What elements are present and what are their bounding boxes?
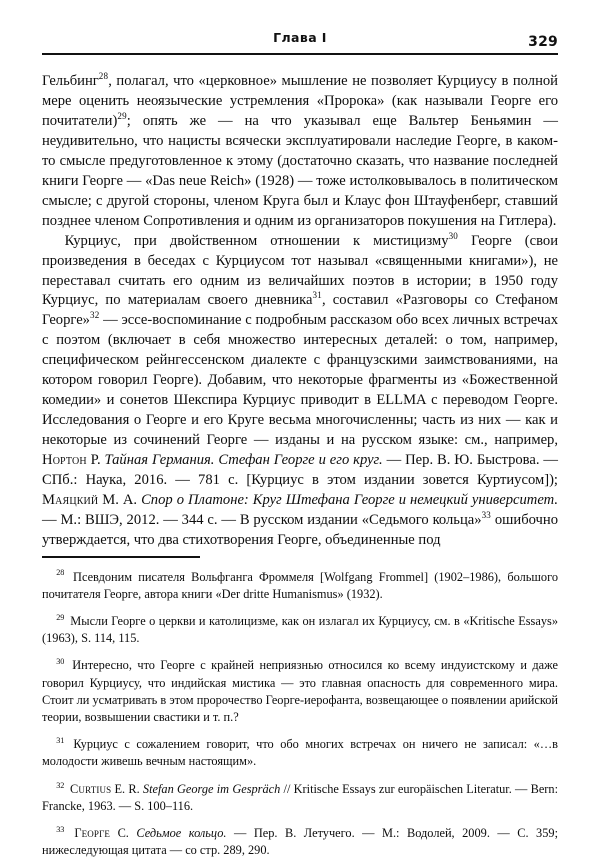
text-run: Курциус, при двойственном отношении к мистицизму xyxy=(64,232,449,249)
body-text xyxy=(42,72,558,551)
text-run: ошибочно утверждается, что два стихотворения Георге, объединенные под xyxy=(42,511,558,548)
italic-title: Тайная Германия. Стефан Георге и его круг. xyxy=(104,452,383,469)
text-run: Курциус с сожалением говорит, что обо многих встречах он ничего не записал: «…в молодости живешь вечным настоящим». xyxy=(42,737,559,769)
chapter-title: Глава I xyxy=(273,30,327,45)
text-run: // Kritische Essays zur europäischen Literatur. — Bern: Francke, 1963. — S. 100–116. xyxy=(42,781,559,813)
footnote-item xyxy=(42,825,558,859)
text-run: , полагал, что «церковное» мышление не позволяет Курциусу в полной мере оценить неоязыческие устремления «Пророка» (как называли Георге его почитатели) xyxy=(42,73,558,129)
text-run: — Пер. В. Летучего. — М.: Водолей, 2009. — С. 359; нижеследующая цитата — со стр. 289, 290. xyxy=(42,826,558,858)
footnote-number[interactable]: 31 xyxy=(56,736,65,746)
footnote-item xyxy=(42,781,558,815)
footnote-separator-rule xyxy=(42,556,200,558)
text-run: — эссе-воспоминание с подробным рассказом обо всех личных встречах с поэтом (включает в себя множество интересных деталей: о том, например, специфическом рейнгессенском диалекте с французскими заимствованиями, на котором говорил Георге). Добавим, что некоторые фрагменты из «Божественной комедии» и сонетов Шекспира Курциус приводит в ELLMA с переводом Георге. Исследования о Георге и его Круге весьма многочисленны; часть из них — как и некоторые из сочинений Георге — изданы и на русском языке: см., например, xyxy=(42,312,558,449)
running-head-row xyxy=(42,30,558,50)
footnote-reference[interactable]: 32 xyxy=(89,310,100,321)
italic-title: Седьмое кольцо. xyxy=(136,826,227,841)
footnote-number[interactable]: 30 xyxy=(56,657,65,667)
text-run: Псевдоним писателя Вольфганга Фроммеля [Wolfgang Frommel] (1902–1986), большого почитателя Георге, автора книги «Der dritte Humanismus» (1932). xyxy=(42,569,559,601)
text-run: E. R. xyxy=(111,781,143,796)
footnote-item xyxy=(42,736,558,770)
text-run: — Пер. В. Ю. Быстрова. — СПб.: Наука, 2016. — 781 с. [Курциус в этом издании зовется Куртиусом]); xyxy=(42,452,558,489)
footnote-reference[interactable]: 30 xyxy=(448,230,459,241)
small-caps-name: Георге xyxy=(74,826,111,841)
text-run: — М.: ВШЭ, 2012. — 344 с. — В русском издании «Седьмого кольца» xyxy=(42,511,482,528)
text-run: Гельбинг xyxy=(42,73,99,89)
footnote-number[interactable]: 29 xyxy=(56,612,65,622)
footnote-number[interactable]: 28 xyxy=(56,568,65,578)
running-head xyxy=(42,30,558,56)
footnote-item xyxy=(42,657,558,726)
footnote-reference[interactable]: 33 xyxy=(481,510,492,521)
footnote-reference[interactable]: 29 xyxy=(117,111,127,122)
footnote-reference[interactable]: 28 xyxy=(98,71,109,82)
footnote-item xyxy=(42,613,558,647)
footnote-number[interactable]: 32 xyxy=(56,780,65,790)
text-run: Р. xyxy=(86,452,105,469)
small-caps-name: Нортон xyxy=(42,452,87,469)
text-run: С. xyxy=(110,826,137,841)
page-number: 329 xyxy=(528,34,558,50)
footnote-item xyxy=(42,569,558,603)
footnotes-section xyxy=(42,556,558,859)
footnote-number[interactable]: 33 xyxy=(56,824,65,834)
text-run: Мысли Георге о церкви и католицизме, как он излагал их Курциусу, см. в «Kritische Essays» (1963), S. 114, 115. xyxy=(42,614,558,646)
small-caps-name: Curtius xyxy=(70,781,112,796)
text-run: ; опять же — на что указывал еще Вальтер Беньямин — неудивительно, что нацисты всячески эксплуатировали наследие Георге, в каком-то смысле предуготовленное к этому (достаточно сказать, что название последней книги Георге — «Das neue Reich» (1928) — тоже истолковывалось в политическом смысле; с другой стороны, членом Круга был и Клаус фон Штауфенберг, ставший позднее членом Сопротивления и одним из организаторов покушения на Гитлера). xyxy=(42,112,558,229)
footnote-list xyxy=(42,569,558,860)
italic-title: Спор о Платоне: Круг Штефана Георге и немецкий университет. xyxy=(141,492,558,509)
header-rule xyxy=(42,53,558,55)
footnote-reference[interactable]: 31 xyxy=(312,290,322,301)
text-run: Георге (свои произведения в беседах с Курциусом тот называл «священными книгами»), не переставал считать его одним из величайших поэтов в истории; в 1950 году Курциус, по материалам своего дневника xyxy=(42,232,559,309)
small-caps-name: Маяцкий xyxy=(42,492,99,509)
text-run: М. А. xyxy=(98,492,142,509)
body-paragraph xyxy=(42,232,558,551)
italic-title: Stefan George im Gespräch xyxy=(142,781,281,796)
text-run: Интересно, что Георге с крайней неприязнью относился ко всему индуистскому и даже говорил Курциусу, что индийская мистика — это главная опасность для современного мира. Стоит ли усматривать в этом пророчество Георге-иерофанта, возвещающее о появлении арийской теории, возвышении свастики и т. п.? xyxy=(42,658,558,725)
text-run: , составил «Разговоры со Стефаном Георге» xyxy=(42,292,558,329)
body-paragraph xyxy=(42,72,558,232)
